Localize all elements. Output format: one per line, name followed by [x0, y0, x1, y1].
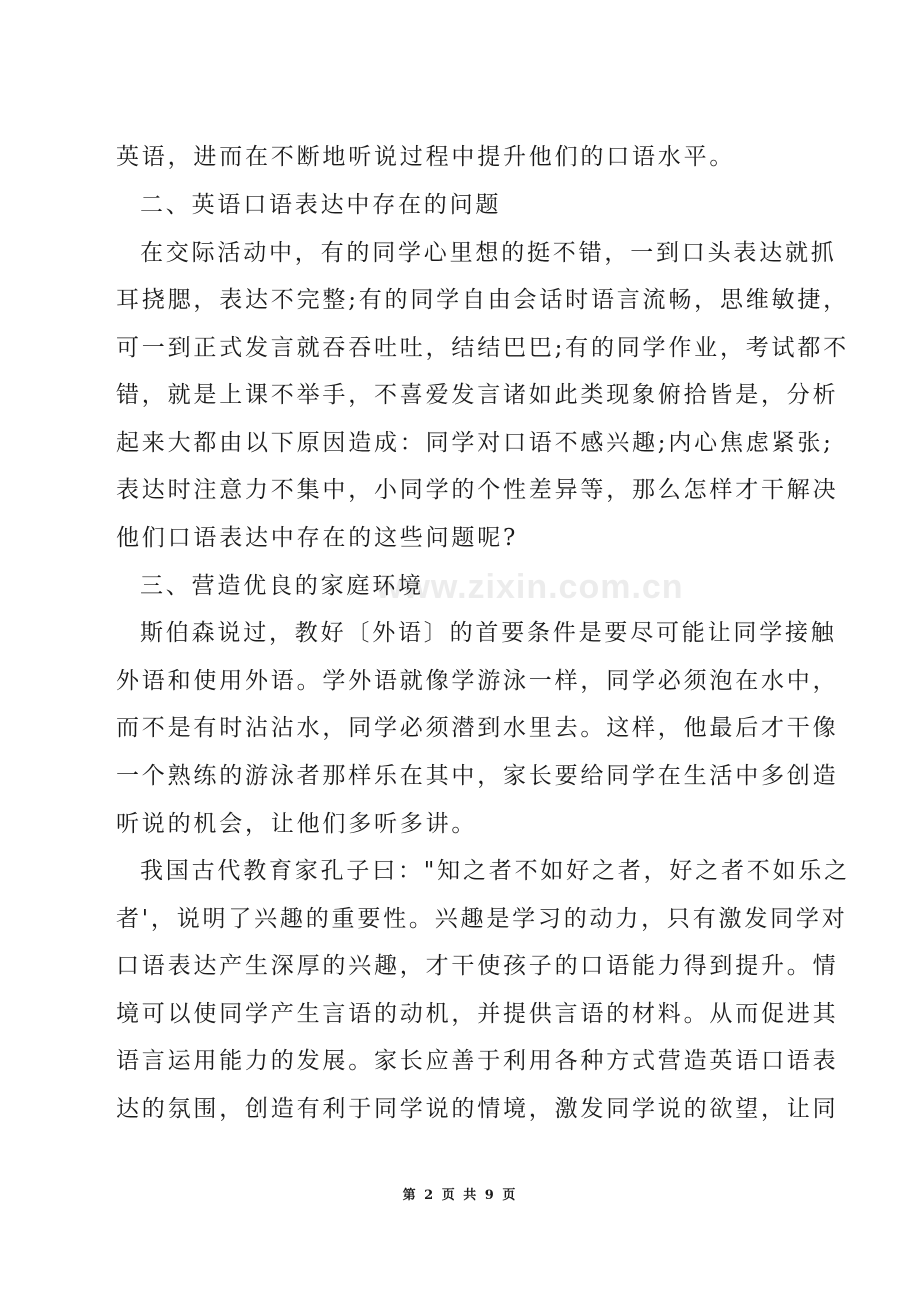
paragraph-line: 而不是有时沾沾水，同学必须潜到水里去。这样，他最后才干像 — [116, 715, 839, 741]
paragraph-line: 在交际活动中，有的同学心里想的挺不错，一到口头表达就抓 — [140, 240, 837, 266]
paragraph-line: 语言运用能力的发展。家长应善于利用各种方式营造英语口语表 — [116, 1048, 839, 1074]
paragraph-line: 者'，说明了兴趣的重要性。兴趣是学习的动力，只有激发同学对 — [116, 906, 848, 932]
paragraph-line: 斯伯森说过，教好〔外语〕的首要条件是要尽可能让同学接触 — [140, 620, 837, 646]
watermark: www.zixin.com.cn — [376, 568, 684, 606]
paragraph-line: 他们口语表达中存在的这些问题呢? — [116, 525, 519, 551]
paragraph-line: 我国古代教育家孔子曰："知之者不如好之者，好之者不如乐之 — [140, 858, 850, 884]
paragraph-line: 耳挠腮，表达不完整;有的同学自由会话时语言流畅，思维敏捷， — [116, 287, 849, 313]
paragraph-line: 一个熟练的游泳者那样乐在其中，家长要给同学在生活中多创造 — [116, 763, 839, 789]
section-heading-3: 三、营造优良的家庭环境 — [140, 573, 424, 599]
section-heading-2: 二、英语口语表达中存在的问题 — [140, 192, 502, 218]
page-number-footer: 第 2 页 共 9 页 — [402, 1188, 518, 1203]
paragraph-line: 口语表达产生深厚的兴趣，才干使孩子的口语能力得到提升。情 — [116, 953, 839, 979]
paragraph-line: 境可以使同学产生言语的动机，并提供言语的材料。从而促进其 — [116, 1001, 839, 1027]
paragraph-line: 表达时注意力不集中，小同学的个性差异等，那么怎样才干解决 — [116, 477, 839, 503]
paragraph-line: 外语和使用外语。学外语就像学游泳一样，同学必须泡在水中， — [116, 668, 839, 694]
paragraph-line: 英语，进而在不断地听说过程中提升他们的口语水平。 — [116, 144, 736, 170]
paragraph-line: 听说的机会，让他们多听多讲。 — [116, 811, 478, 837]
paragraph-line: 达的氛围，创造有利于同学说的情境，激发同学说的欲望，让同 — [116, 1096, 839, 1122]
paragraph-line: 起来大都由以下原因造成：同学对口语不感兴趣;内心焦虑紧张; — [116, 430, 834, 456]
paragraph-line: 错，就是上课不举手，不喜爱发言诸如此类现象俯拾皆是，分析 — [116, 382, 839, 408]
paragraph-line: 可一到正式发言就吞吞吐吐，结结巴巴;有的同学作业，考试都不 — [116, 335, 849, 361]
